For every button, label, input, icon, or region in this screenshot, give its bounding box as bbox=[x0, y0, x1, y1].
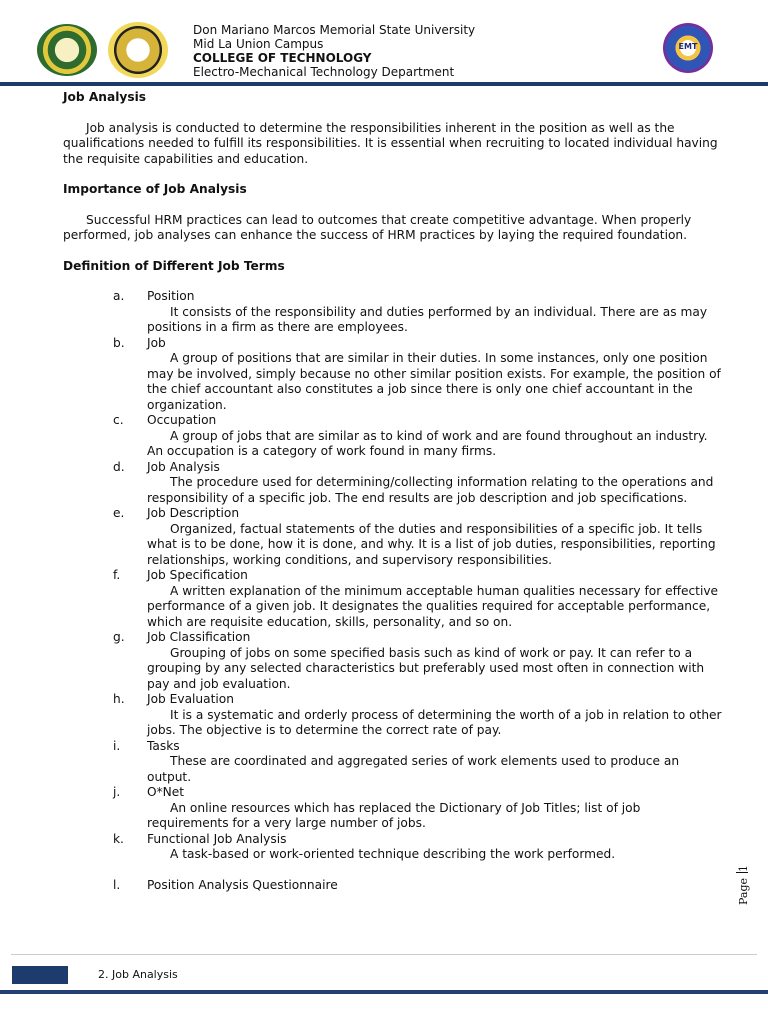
item-term: Functional Job Analysis bbox=[147, 831, 287, 846]
page-number-value: 1 bbox=[737, 864, 750, 872]
item-term: Job Classification bbox=[147, 630, 251, 644]
definition-list bbox=[63, 289, 723, 893]
item-term: Job Description bbox=[147, 506, 240, 520]
page-word: Page bbox=[737, 877, 750, 905]
footer-label: 2. Job Analysis bbox=[98, 968, 178, 981]
item-letter: k. bbox=[113, 831, 124, 846]
item-description: It is a systematic and orderly process of determining the worth of a job in relation to other jobs. The objective is to determine the correct rate of pay. bbox=[147, 707, 722, 737]
definition-item bbox=[63, 289, 723, 336]
item-description: The procedure used for determining/collecting information relating to the operations and responsibility of a specific job. The end results are job description and job specifications. bbox=[147, 475, 714, 505]
item-letter: h. bbox=[113, 692, 125, 706]
item-description: Grouping of jobs on some specified basis such as kind of work or pay. It can refer to a grouping by any selected characteristics but preferably used most often in connection with pay and job evaluation. bbox=[147, 645, 705, 691]
item-letter: l. bbox=[113, 877, 121, 892]
department-name: Electro-Mechanical Technology Department bbox=[193, 65, 455, 79]
document-header bbox=[0, 0, 768, 86]
header-divider bbox=[0, 82, 768, 86]
item-term: Job bbox=[147, 335, 166, 350]
header-text bbox=[193, 23, 475, 79]
page-number-bar bbox=[736, 872, 748, 873]
definition-item bbox=[63, 336, 723, 414]
definition-item bbox=[63, 630, 723, 692]
item-letter: e. bbox=[113, 506, 125, 520]
item-description: These are coordinated and aggregated series of work elements used to produce an output. bbox=[147, 754, 680, 784]
item-description: A group of jobs that are similar as to kind of work and are found throughout an industry. An occupation is a category of work found in many firms. bbox=[147, 428, 708, 458]
item-letter: f. bbox=[113, 568, 121, 582]
item-term: Position bbox=[147, 289, 195, 303]
item-description: A written explanation of the minimum acceptable human qualities necessary for effective performance of a given job. It designates the qualities required for acceptable performance, which are requisite education, skills, personality, and so on. bbox=[147, 583, 719, 629]
job-analysis-paragraph: Job analysis is conducted to determine the responsibilities inherent in the position as well as the qualifications needed to fulfill its responsibilities. It is essential when recruiting to located individual having the requisite capabilities and education. bbox=[63, 120, 718, 166]
definition-item bbox=[63, 460, 723, 507]
item-term: Job Evaluation bbox=[147, 692, 234, 706]
campus-name: Mid La Union Campus bbox=[193, 37, 324, 51]
definition-item bbox=[63, 413, 723, 460]
job-analysis-title: Job Analysis bbox=[63, 90, 147, 104]
importance-title: Importance of Job Analysis bbox=[63, 182, 247, 196]
item-term: Position Analysis Questionnaire bbox=[147, 877, 338, 892]
definition-item bbox=[63, 878, 723, 894]
item-term: Occupation bbox=[147, 413, 217, 427]
definition-item bbox=[63, 506, 723, 568]
item-description: An online resources which has replaced the Dictionary of Job Titles; list of job requirements for a very large number of jobs. bbox=[147, 800, 641, 830]
item-description: It consists of the responsibility and duties performed by an individual. There are as may positions in a firm as there are employees. bbox=[147, 304, 708, 334]
university-name: Don Mariano Marcos Memorial State University bbox=[193, 23, 476, 37]
item-term: O*Net bbox=[147, 785, 185, 799]
definitions-title: Definition of Different Job Terms bbox=[63, 258, 285, 273]
bottom-divider bbox=[0, 990, 768, 994]
university-logo bbox=[108, 22, 168, 78]
document-content bbox=[63, 90, 723, 893]
item-letter: c. bbox=[113, 413, 124, 427]
item-letter: b. bbox=[113, 335, 125, 350]
footer-divider bbox=[11, 954, 757, 955]
importance-paragraph: Successful HRM practices can lead to outcomes that create competitive advantage. When properly performed, job analyses can enhance the success of HRM practices by laying the required foundation. bbox=[63, 212, 692, 242]
college-name: COLLEGE OF TECHNOLOGY bbox=[193, 51, 372, 65]
definition-item bbox=[63, 568, 723, 630]
definition-item bbox=[63, 739, 723, 786]
emt-logo: EMT bbox=[663, 23, 713, 73]
definition-item bbox=[63, 692, 723, 739]
definition-item bbox=[63, 832, 723, 863]
item-description: A group of positions that are similar in their duties. In some instances, only one position may be involved, simply because no other similar position exists. For example, the position of the chief accountant also constitutes a job since there is only one chief accountant in the organization. bbox=[147, 351, 721, 412]
item-letter: i. bbox=[113, 738, 121, 753]
footer-color-block bbox=[12, 966, 68, 984]
item-term: Tasks bbox=[147, 738, 180, 753]
item-term: Job Specification bbox=[147, 568, 248, 582]
item-description: A task-based or work-oriented technique describing the work performed. bbox=[170, 847, 616, 861]
item-letter: g. bbox=[113, 630, 125, 644]
item-letter: j. bbox=[113, 785, 121, 799]
page-number bbox=[736, 865, 750, 905]
item-term: Job Analysis bbox=[147, 459, 220, 474]
item-letter: d. bbox=[113, 459, 125, 474]
seal-logo bbox=[37, 24, 97, 76]
definition-item bbox=[63, 785, 723, 832]
item-description: Organized, factual statements of the duties and responsibilities of a specific job. It tells what is to be done, how it is done, and why. It is a list of job duties, responsibilities, reporting relationships, working conditions, and supervisory responsibilities. bbox=[147, 521, 716, 567]
item-letter: a. bbox=[113, 289, 125, 303]
